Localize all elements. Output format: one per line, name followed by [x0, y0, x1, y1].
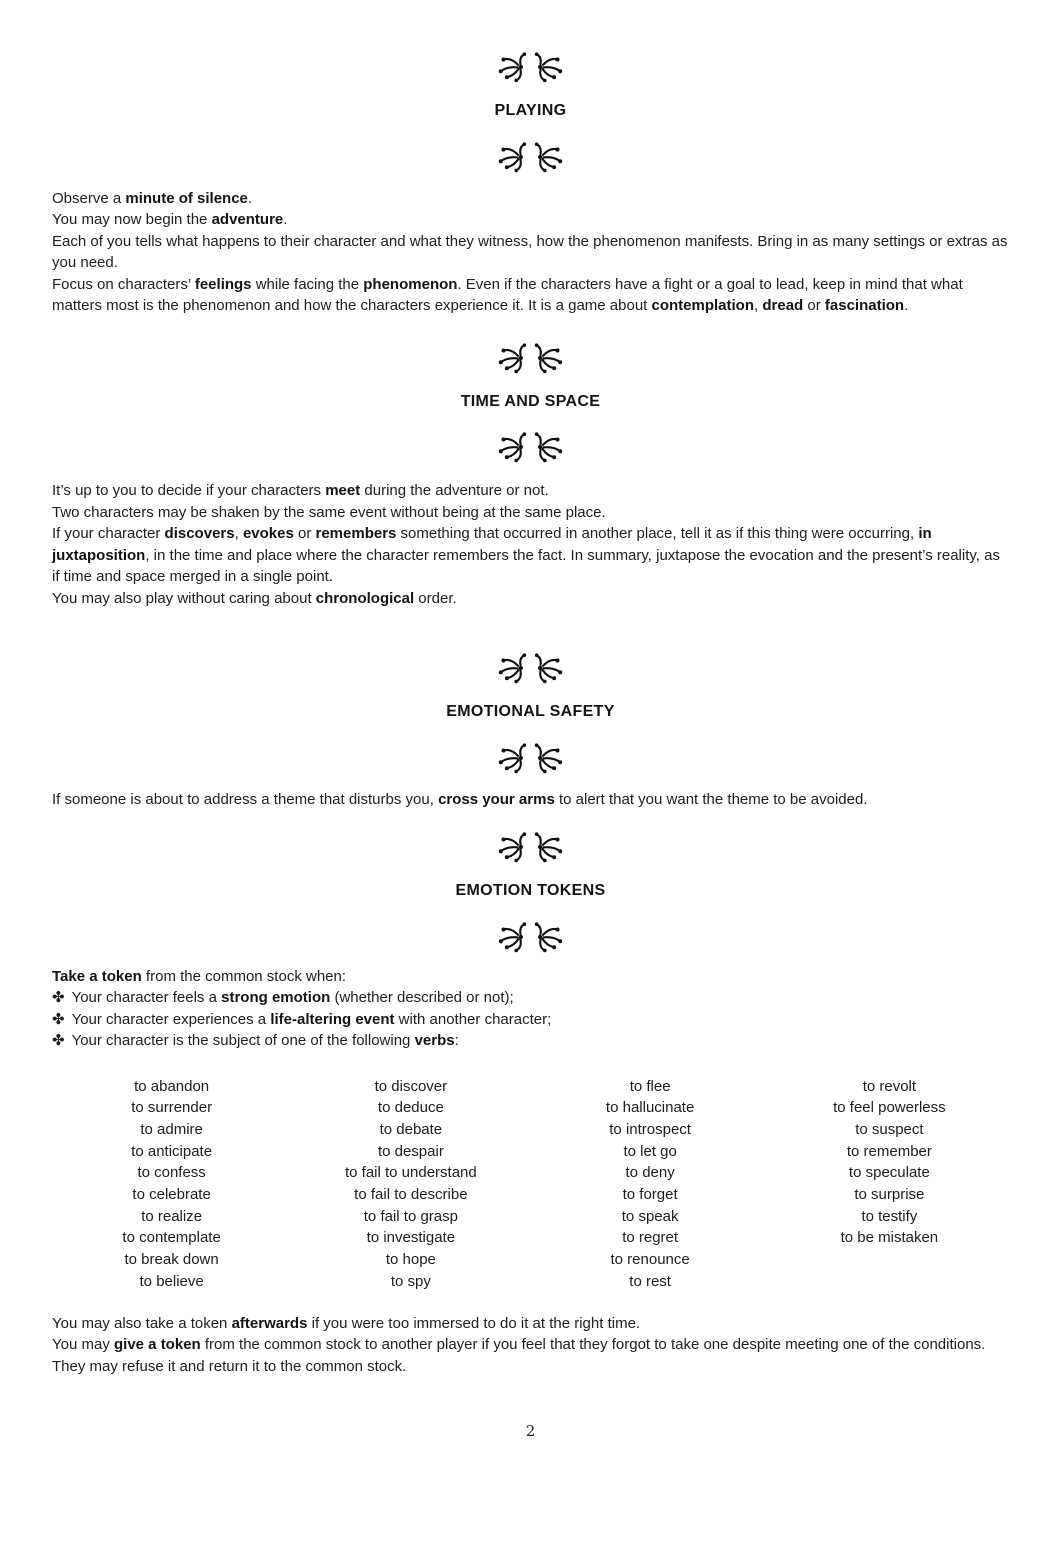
- verb-item: to hope: [385, 1251, 436, 1269]
- page-footer: [0, 1421, 1061, 1443]
- fleuron-right-icon: [532, 137, 566, 177]
- section-divider: [52, 337, 1009, 379]
- verb-item: to speak: [621, 1207, 679, 1225]
- verb-item: to deduce: [377, 1099, 444, 1117]
- paragraph-line: [52, 502, 1009, 524]
- verb-item: to discover: [374, 1077, 448, 1095]
- fleuron-right-icon: [532, 648, 566, 688]
- text-run: or: [293, 525, 316, 542]
- fleuron-right-icon: [532, 427, 566, 467]
- paragraph-line: [52, 231, 1009, 274]
- verb-item: to let go: [623, 1142, 677, 1160]
- document-page: [0, 46, 1061, 1443]
- verb-item: to flee: [629, 1077, 671, 1095]
- text-run: .: [283, 211, 288, 228]
- section-divider: [52, 826, 1009, 868]
- verb-item: to introspect: [609, 1120, 691, 1138]
- verb-item: to despair: [377, 1142, 444, 1160]
- section-divider: [52, 916, 1009, 958]
- paragraph-group-emotion-tokens-closing: [52, 1313, 1009, 1378]
- paragraph-line: [52, 274, 1009, 317]
- fleuron-right-icon: [532, 827, 566, 867]
- text-run: If someone is about to address a theme that disturbs you,: [52, 790, 439, 808]
- bold-text-run: in juxtaposition: [52, 525, 932, 564]
- verbs-column: [770, 1076, 1009, 1293]
- text-run: during the adventure or not.: [360, 482, 549, 499]
- text-run: Your character is the subject of one of the following: [71, 1032, 415, 1049]
- verb-item: to speculate: [848, 1164, 930, 1182]
- bold-text-run: feelings: [194, 275, 252, 293]
- paragraph-line: [52, 987, 1009, 1009]
- bold-text-run: phenomenon: [363, 275, 458, 293]
- fleuron-left-icon: [495, 47, 529, 87]
- bold-text-run: strong emotion: [221, 989, 331, 1006]
- fleuron-right-icon: [532, 738, 566, 778]
- verb-item: to forget: [622, 1186, 678, 1204]
- fleuron-left-icon: [495, 137, 529, 177]
- text-run: If your character: [52, 525, 165, 542]
- paragraph-line: [52, 966, 1009, 988]
- four-petal-bullet-icon: ✤: [52, 1010, 65, 1028]
- verb-item: to believe: [139, 1272, 204, 1290]
- text-run: something that occurred in another place, tell it as if this thing were occurring,: [396, 525, 919, 542]
- paragraph-group-emotional-safety: [52, 789, 1009, 811]
- paragraph-line: [52, 523, 1009, 588]
- section-divider: [52, 46, 1009, 88]
- page-number: 2: [525, 1422, 536, 1441]
- verb-item: to be mistaken: [840, 1229, 939, 1247]
- verb-item: to abandon: [134, 1077, 210, 1095]
- fleuron-left-icon: [495, 738, 529, 778]
- verb-item: to break down: [124, 1251, 219, 1269]
- text-run: while facing the: [251, 275, 364, 293]
- text-run: (whether described or not);: [330, 989, 514, 1006]
- verb-item: to fail to grasp: [363, 1207, 458, 1225]
- text-run: ,: [234, 525, 243, 542]
- verb-item: to anticipate: [131, 1142, 213, 1160]
- bold-text-run: afterwards: [231, 1314, 308, 1332]
- verb-item: to testify: [861, 1207, 918, 1225]
- paragraph-line: [52, 789, 1009, 811]
- four-petal-bullet-icon: ✤: [52, 1032, 65, 1049]
- verb-item: to surprise: [854, 1186, 925, 1204]
- fleuron-right-icon: [532, 47, 566, 87]
- fleuron-left-icon: [495, 827, 529, 867]
- bold-text-run: fascination: [824, 297, 905, 314]
- bullet-list-emotion-tokens: [52, 987, 1009, 1052]
- verbs-column: [531, 1076, 770, 1293]
- bold-text-run: life-altering event: [270, 1010, 395, 1028]
- text-run: order.: [414, 589, 457, 607]
- bold-text-run: cross your arms: [438, 790, 555, 808]
- text-run: It’s up to you to decide if your characters: [52, 482, 326, 499]
- bold-text-run: remembers: [315, 525, 397, 542]
- paragraph-line: [52, 1030, 1009, 1052]
- text-run: Observe a: [52, 189, 126, 207]
- paragraph-line: [52, 188, 1009, 210]
- section-divider: [52, 647, 1009, 689]
- verb-item: to revolt: [862, 1077, 917, 1095]
- paragraph-line: [52, 1313, 1009, 1335]
- text-run: .: [247, 189, 253, 207]
- text-run: Focus on characters’: [52, 275, 195, 293]
- verb-item: to fail to understand: [344, 1164, 477, 1182]
- text-run: from the common stock to another player if you feel that they forgot to take one despite meeting one of the conditions. They may refuse it and return it to the common stock.: [52, 1336, 986, 1375]
- verbs-table: [52, 1076, 1009, 1293]
- bold-text-run: minute of silence: [125, 189, 248, 207]
- fleuron-left-icon: [495, 648, 529, 688]
- paragraph-line: [52, 588, 1009, 610]
- bold-text-run: dread: [762, 297, 804, 314]
- paragraph-group-emotion-tokens-intro: [52, 966, 1009, 988]
- verb-item: to admire: [140, 1120, 203, 1138]
- section-divider: [52, 136, 1009, 178]
- verb-item: to celebrate: [132, 1186, 211, 1204]
- text-run: from the common stock when:: [141, 967, 347, 985]
- verb-item: to surrender: [131, 1099, 213, 1117]
- section-title-emotional-safety: EMOTIONAL SAFETY: [446, 703, 615, 720]
- section-title-time-and-space: TIME AND SPACE: [460, 392, 601, 410]
- section-title-playing: PLAYING: [494, 102, 567, 119]
- verb-item: to spy: [390, 1272, 431, 1290]
- text-run: You may now begin the: [52, 211, 212, 228]
- verb-item: to remember: [846, 1142, 932, 1160]
- verb-item: to feel powerless: [833, 1099, 946, 1117]
- fleuron-left-icon: [495, 917, 529, 957]
- paragraph-line: [52, 480, 1009, 502]
- bold-text-run: chronological: [315, 589, 415, 607]
- fleuron-right-icon: [532, 338, 566, 378]
- text-run: You may also take a token: [52, 1314, 232, 1332]
- text-run: :: [454, 1032, 459, 1049]
- text-run: or: [803, 297, 825, 314]
- fleuron-left-icon: [495, 427, 529, 467]
- bold-text-run: Take a token: [52, 967, 142, 985]
- verb-item: to fail to describe: [354, 1186, 468, 1204]
- four-petal-bullet-icon: ✤: [52, 989, 65, 1006]
- verb-item: to renounce: [610, 1251, 690, 1269]
- verb-item: to contemplate: [122, 1229, 221, 1247]
- section-divider: [52, 737, 1009, 779]
- paragraph-group-time-and-space: [52, 480, 1009, 609]
- bold-text-run: verbs: [414, 1032, 455, 1049]
- verb-item: to deny: [625, 1164, 675, 1182]
- verb-item: to regret: [622, 1229, 679, 1247]
- text-run: Your character experiences a: [71, 1010, 271, 1028]
- page-content: [0, 46, 1061, 1377]
- fleuron-right-icon: [532, 917, 566, 957]
- paragraph-group-playing: [52, 188, 1009, 317]
- bold-text-run: meet: [325, 482, 361, 499]
- verb-item: to confess: [137, 1164, 206, 1182]
- verb-item: to realize: [141, 1207, 203, 1225]
- text-run: with another character;: [394, 1010, 552, 1028]
- bold-text-run: contemplation: [651, 297, 755, 314]
- paragraph-line: [52, 209, 1009, 231]
- paragraph-line: [52, 1009, 1009, 1031]
- text-run: Your character feels a: [71, 989, 222, 1006]
- verb-item: to rest: [629, 1272, 671, 1290]
- section-divider: [52, 426, 1009, 468]
- text-run: ,: [754, 297, 763, 314]
- verbs-column: [52, 1076, 291, 1293]
- paragraph-line: [52, 1334, 1009, 1377]
- text-run: .: [904, 297, 909, 314]
- bold-text-run: adventure: [211, 211, 284, 228]
- text-run: to alert that you want the theme to be avoided.: [554, 790, 868, 808]
- text-run: You may: [52, 1336, 114, 1354]
- text-run: , in the time and place where the character remembers the fact. In summary, juxtapose the evocation and the present’s reality, as if time and space merged in a single point.: [52, 546, 1000, 585]
- verb-item: to investigate: [366, 1229, 456, 1247]
- verbs-column: [291, 1076, 530, 1293]
- bold-text-run: evokes: [242, 525, 294, 542]
- text-run: Each of you tells what happens to their character and what they witness, how the phenomenon manifests. Bring in as many settings or extras as you need.: [52, 232, 1008, 271]
- verb-item: to debate: [379, 1120, 443, 1138]
- bold-text-run: discovers: [164, 525, 235, 542]
- section-title-emotion-tokens: EMOTION TOKENS: [455, 882, 606, 899]
- verb-item: to hallucinate: [605, 1099, 695, 1117]
- text-run: if you were too immersed to do it at the right time.: [307, 1314, 641, 1332]
- verb-item: to suspect: [855, 1120, 924, 1138]
- bold-text-run: give a token: [114, 1336, 201, 1354]
- fleuron-left-icon: [495, 338, 529, 378]
- text-run: . Even if the characters have a fight or a goal to lead, keep in mind that what matters most is the phenomenon and how the characters experience it. It is a game about: [52, 275, 963, 314]
- text-run: You may also play without caring about: [52, 589, 316, 607]
- text-run: Two characters may be shaken by the same event without being at the same place.: [52, 503, 606, 521]
